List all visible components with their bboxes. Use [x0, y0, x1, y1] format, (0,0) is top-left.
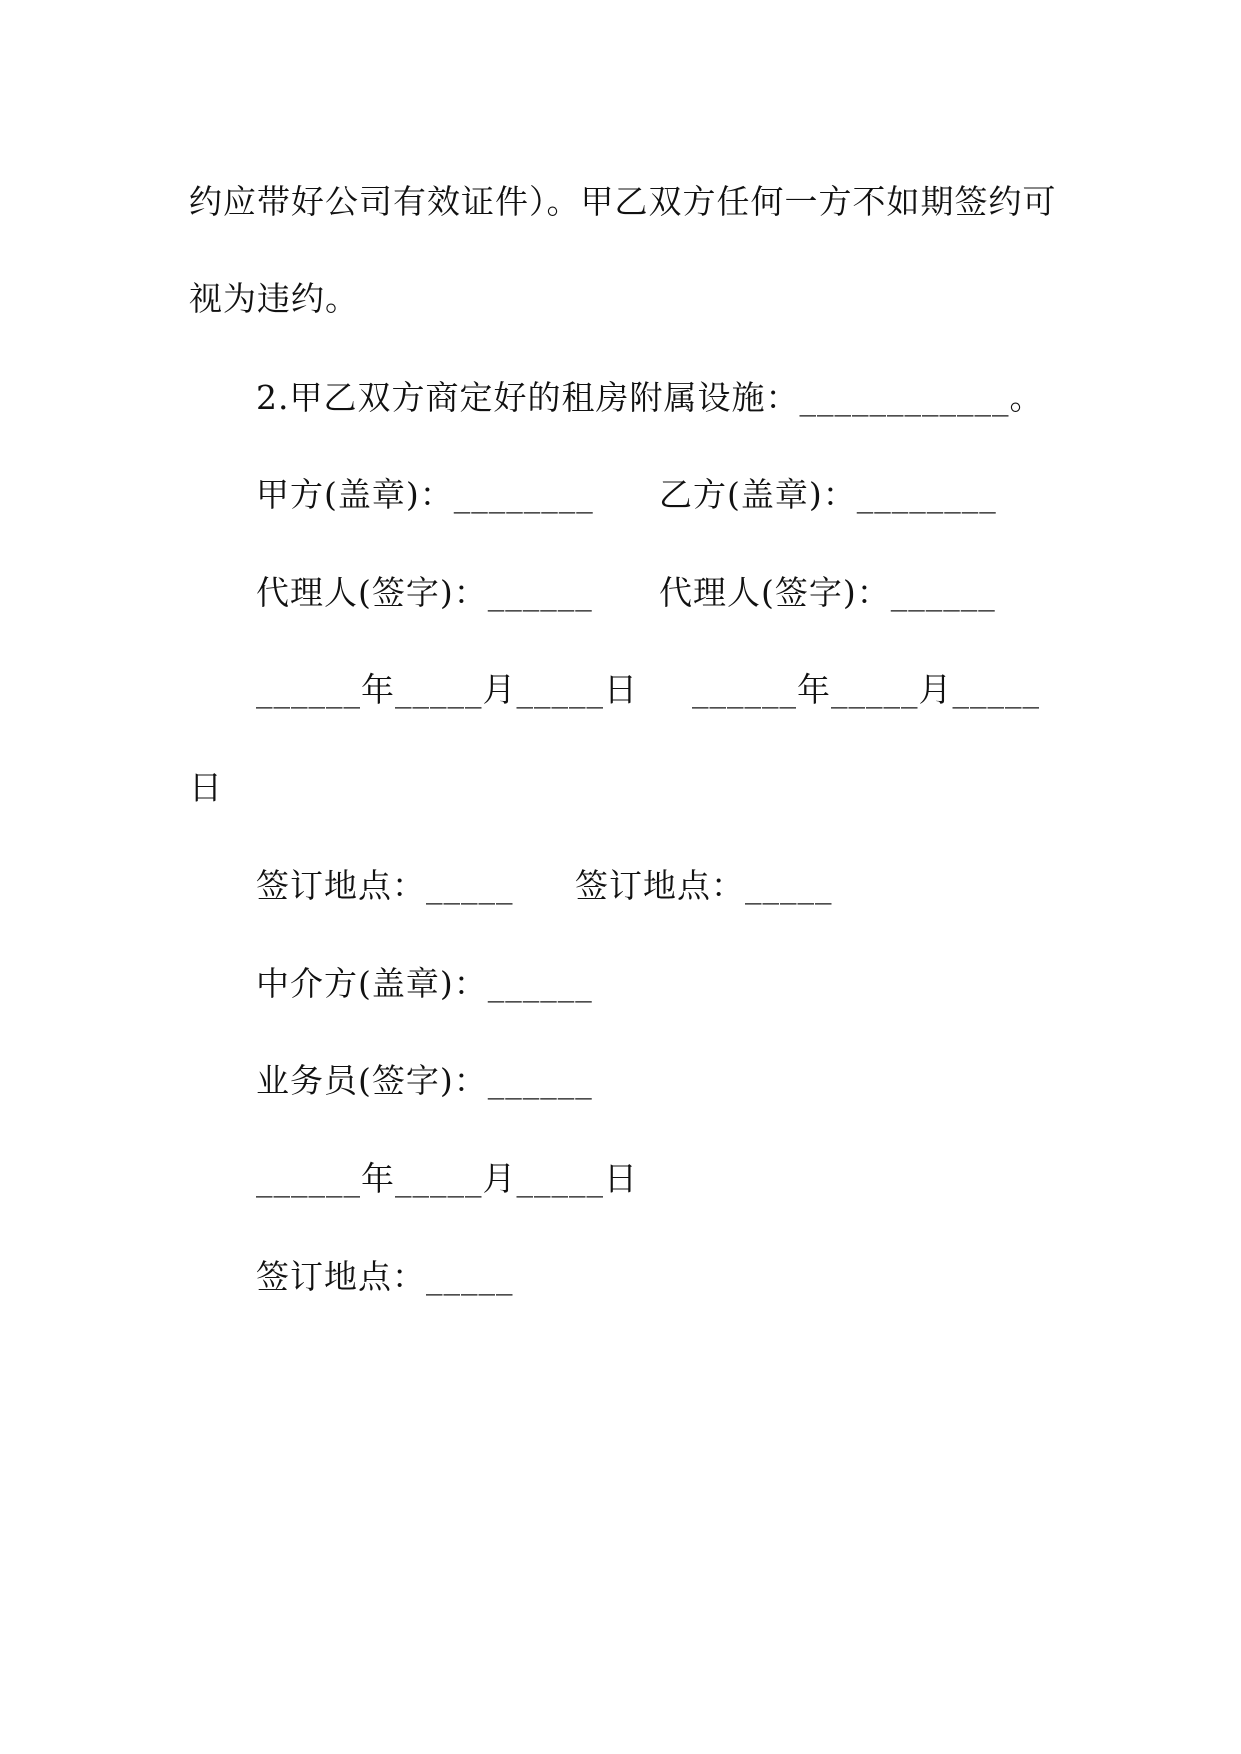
party-a-date-field: ______年_____月_____日: [256, 670, 638, 709]
party-a-agent-signature-field: 代理人(签字)：______: [256, 573, 593, 612]
party-b-date-field-wrap: 日: [189, 768, 223, 807]
agency-signing-location-field: 签订地点：_____: [256, 1257, 514, 1296]
party-b-date-field: ______年_____月_____: [692, 670, 1040, 709]
paragraph-line-1: 约应带好公司有效证件）。甲乙双方任何一方不如期签约可: [189, 182, 1057, 221]
clause-2-facilities: 2.甲乙双方商定好的租房附属设施：____________。: [256, 378, 1044, 417]
agency-seal-field: 中介方(盖章)：______: [256, 964, 593, 1003]
agency-date-field: ______年_____月_____日: [256, 1159, 638, 1198]
party-b-seal-field: 乙方(盖章)：________: [659, 475, 997, 514]
party-a-seal-field: 甲方(盖章)：________: [256, 475, 594, 514]
party-a-signing-location-field: 签订地点：_____: [256, 866, 514, 905]
party-b-signing-location-field: 签订地点：_____: [575, 866, 833, 905]
salesperson-signature-field: 业务员(签字)：______: [256, 1061, 593, 1100]
party-b-agent-signature-field: 代理人(签字)：______: [659, 573, 996, 612]
paragraph-line-2: 视为违约。: [189, 279, 359, 318]
